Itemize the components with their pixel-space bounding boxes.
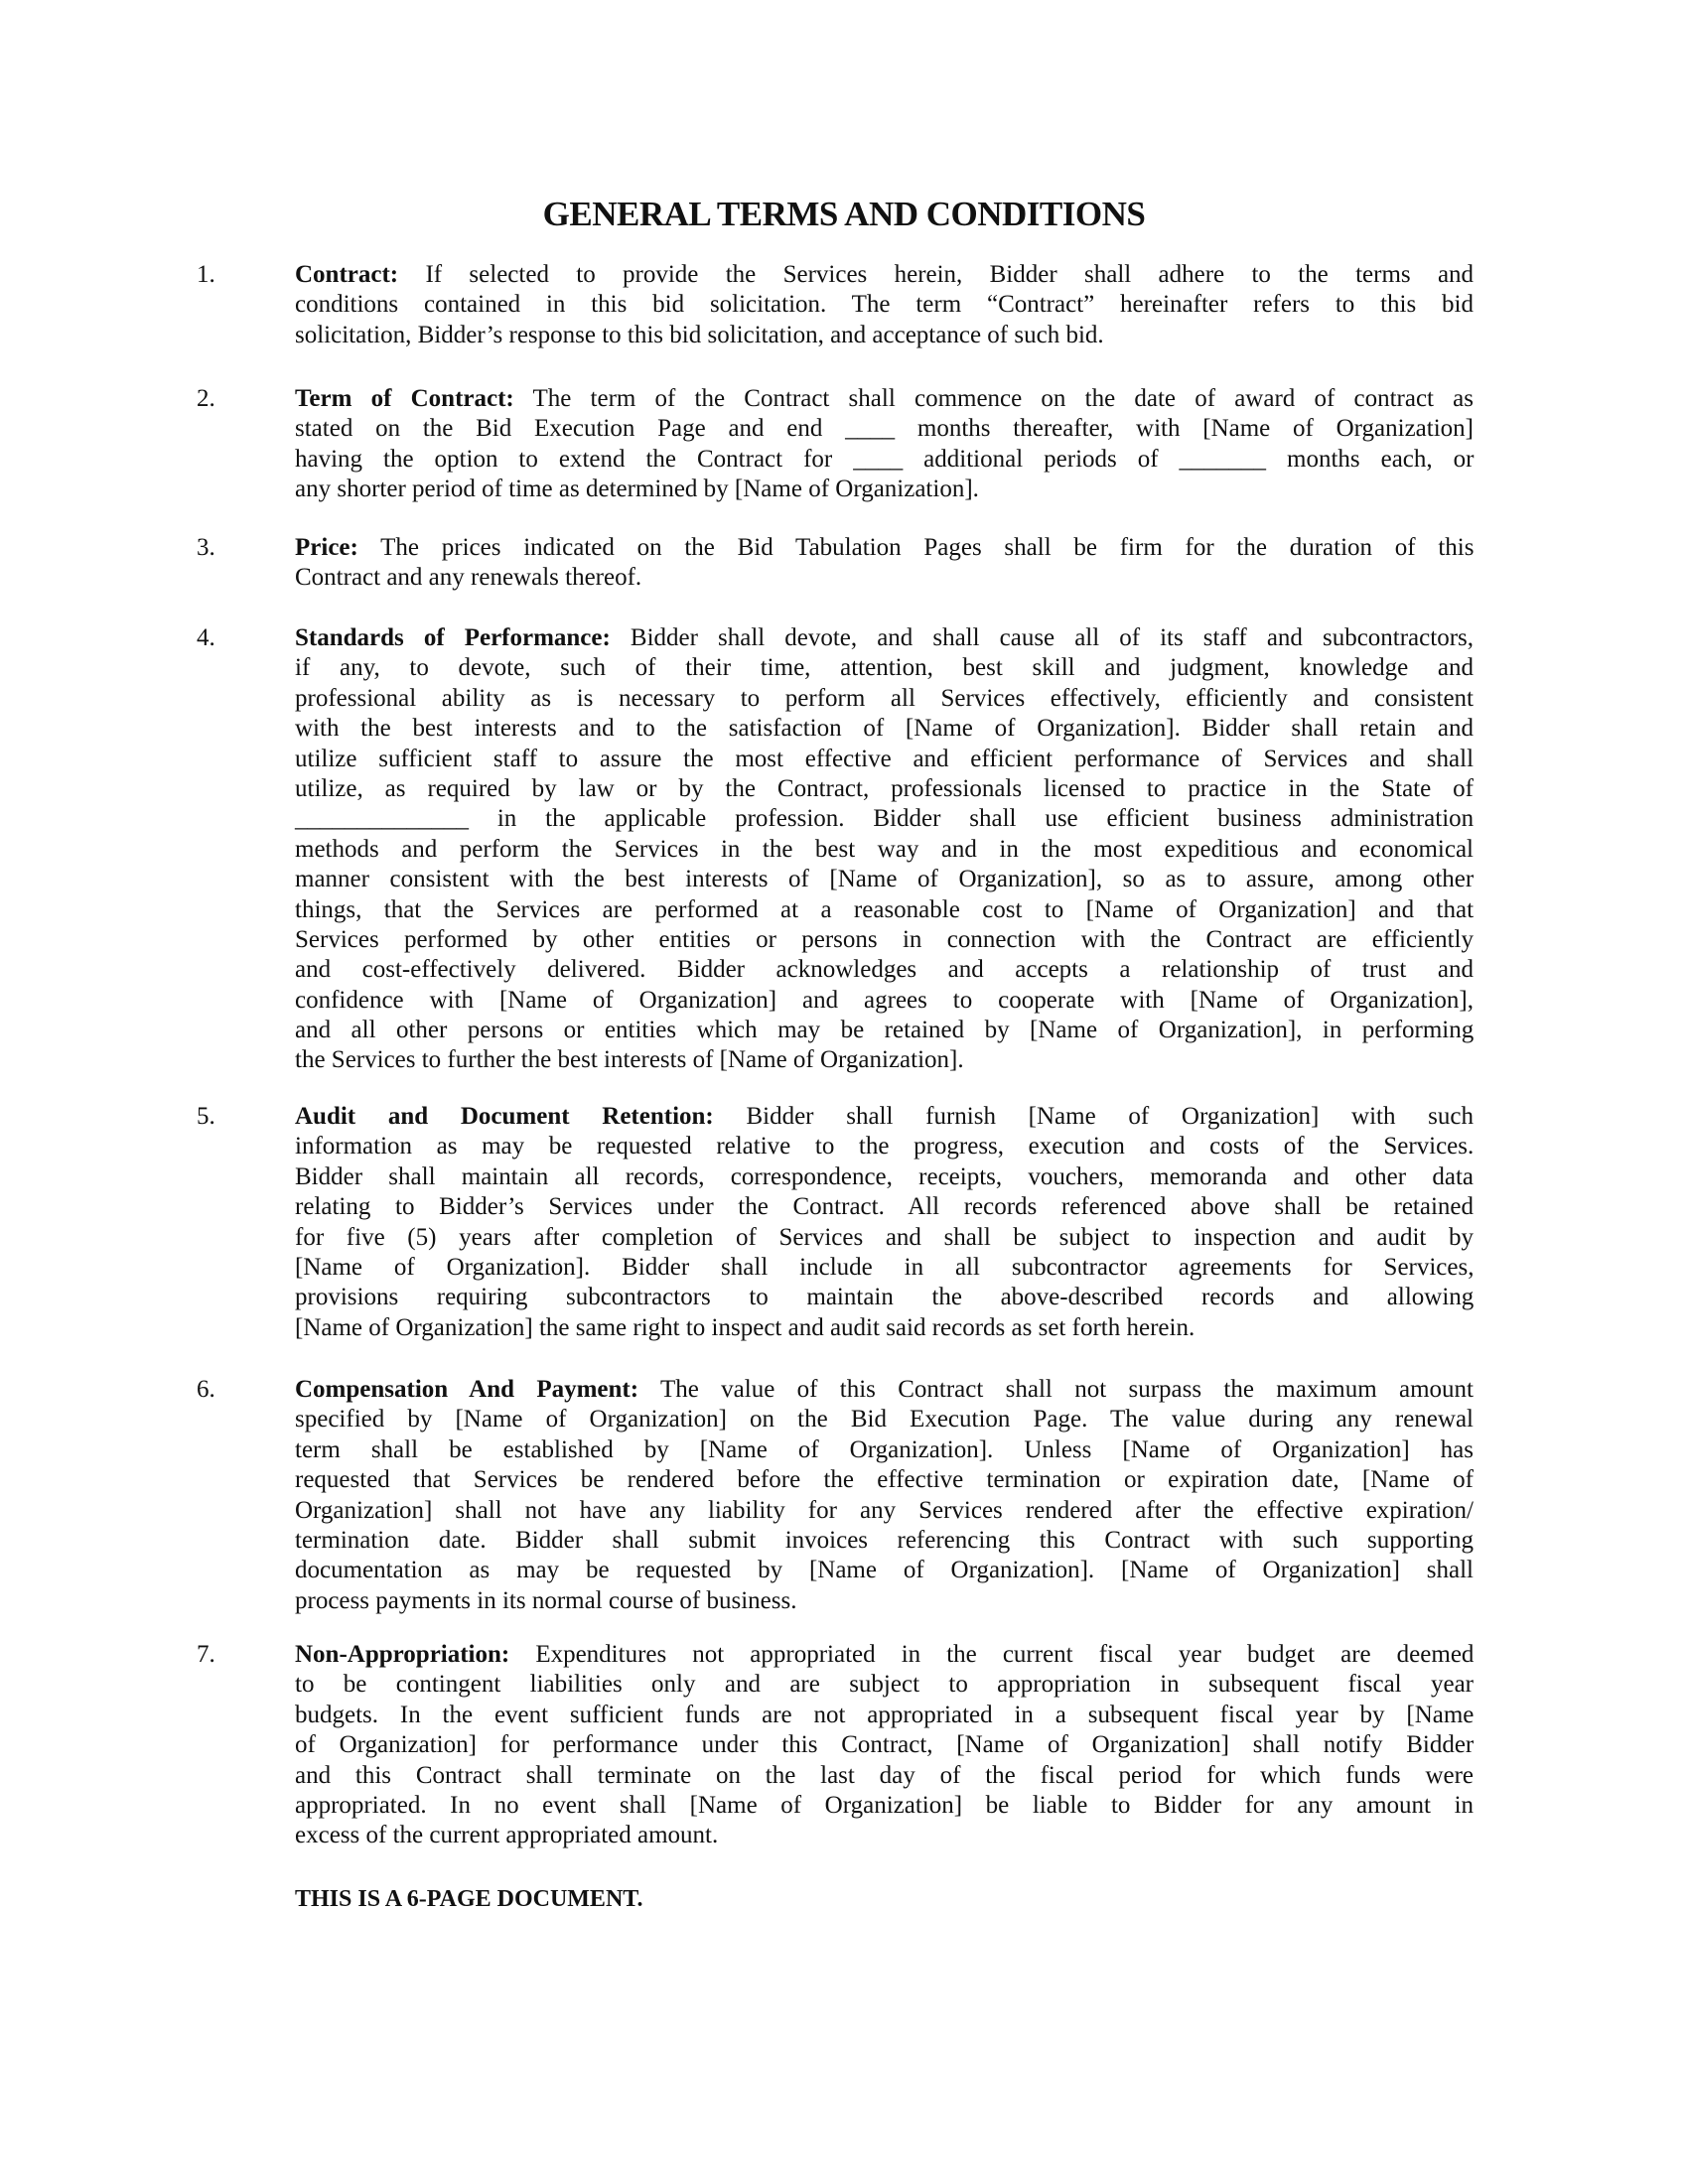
term-heading: Non-Appropriation: [295,1641,510,1668]
term-number: 6. [197,1376,215,1403]
term-line [295,1375,1474,1405]
term-line: Services performed by other entities or persons in connection with the Contract are efficiently [295,925,1474,953]
term-line: having the option to extend the Contract for ____ additional periods of _______ months each, or [295,445,1475,473]
term-line: Organization] shall not have any liability for any Services rendered after the effective expiration/ [295,1496,1474,1524]
term-line: excess of the current appropriated amount. [295,1822,719,1849]
term-line: the Services to further the best interests of [Name of Organization]. [295,1046,964,1074]
page-title: GENERAL TERMS AND CONDITIONS [542,195,1146,233]
term-line: and all other persons or entities which may be retained by [Name of Organization], in performing [295,1017,1475,1044]
term-text: Expenditures not appropriated in the current fiscal year budget are deemed [509,1641,1475,1668]
term-line: with the best interests and to the satisfaction of [Name of Organization]. Bidder shall retain and [295,715,1474,743]
term-line: requested that Services be rendered before the effective termination or expiration date, [Name of [295,1466,1474,1494]
term-line: term shall be established by [Name of Organization]. Unless [Name of Organization] has [295,1435,1474,1463]
term-line: solicitation, Bidder’s response to this bid solicitation, and acceptance of such bid. [295,321,1104,348]
term-line: Contract and any renewals thereof. [295,564,642,592]
term-text: The prices indicated on the Bid Tabulation Pages shall be firm for the duration of this [357,534,1475,561]
term-line: professional ability as is necessary to perform all Services effectively, efficiently and consistent [295,684,1474,712]
term-text: Bidder shall furnish [Name of Organization] with such [713,1103,1474,1130]
term-line [295,533,1474,563]
term-heading: Audit and Document Retention: [295,1103,714,1130]
term-line [295,384,1474,414]
term-line: relating to Bidder’s Services under the Contract. All records referenced above shall be retained [295,1193,1474,1221]
term-line: ______________ in the applicable profession. Bidder shall use efficient business administration [295,805,1475,833]
term-line: [Name of Organization] the same right to inspect and audit said records as set forth herein. [295,1313,1196,1341]
term-body [295,1640,1474,1851]
term-line: to be contingent liabilities only and are subject to appropriation in subsequent fiscal year [295,1671,1474,1699]
page-count-note: THIS IS A 6-PAGE DOCUMENT. [295,1886,643,1912]
term-line: provisions requiring subcontractors to maintain the above-described records and allowing [295,1284,1475,1311]
term-line: and this Contract shall terminate on the last day of the fiscal period for which funds were [295,1761,1475,1789]
term-number: 1. [197,261,215,288]
term-number: 4. [197,624,215,651]
term-line: budgets. In the event sufficient funds are not appropriated in a subsequent fiscal year by [Name [295,1701,1475,1728]
term-heading: Compensation And Payment: [295,1376,639,1403]
term-line: documentation as may be requested by [Name of Organization]. [Name of Organization] shall [295,1557,1474,1584]
term-heading: Standards of Performance: [295,624,611,651]
term-heading: Contract: [295,261,399,288]
term-text: If selected to provide the Services herein, Bidder shall adhere to the terms and [398,261,1475,288]
term-heading: Term of Contract: [295,385,514,412]
term-line: utilize sufficient staff to assure the most effective and efficient performance of Services and shall [295,745,1475,772]
term-text: The term of the Contract shall commence on the date of award of contract as [513,385,1475,412]
term-number: 5. [197,1103,215,1130]
term-number: 3. [197,534,215,561]
term-line: confidence with [Name of Organization] and agrees to cooperate with [Name of Organization], [295,986,1474,1014]
term-text: Bidder shall devote, and shall cause all of its staff and subcontractors, [610,624,1475,651]
term-line: information as may be requested relative to the progress, execution and costs of the Services. [295,1133,1475,1160]
term-line [295,1640,1474,1670]
term-line [295,623,1474,653]
term-line: utilize, as required by law or by the Contract, professionals licensed to practice in the State of [295,774,1474,802]
term-heading: Price: [295,534,358,561]
term-line: methods and perform the Services in the best way and in the most expeditious and economical [295,835,1474,863]
term-text: The value of this Contract shall not surpass the maximum amount [638,1376,1474,1403]
term-line: specified by [Name of Organization] on the Bid Execution Page. The value during any renewal [295,1406,1474,1433]
term-line: if any, to devote, such of their time, attention, best skill and judgment, knowledge and [295,654,1474,682]
term-line: conditions contained in this bid solicitation. The term “Contract” hereinafter refers to this bid [295,291,1474,319]
term-line: and cost-effectively delivered. Bidder acknowledges and accepts a relationship of trust and [295,956,1474,984]
term-line: stated on the Bid Execution Page and end ____ months thereafter, with [Name of Organization] [295,415,1474,443]
term-line: for five (5) years after completion of Services and shall be subject to inspection and audit by [295,1223,1474,1251]
term-line: things, that the Services are performed at a reasonable cost to [Name of Organization] and that [295,895,1475,923]
term-line: process payments in its normal course of business. [295,1586,797,1614]
term-line: of Organization] for performance under this Contract, [Name of Organization] shall notify Bidder [295,1731,1475,1759]
term-body [295,1375,1474,1616]
term-body [295,260,1474,350]
term-number: 2. [197,385,215,412]
term-body [295,1102,1474,1343]
term-line: Bidder shall maintain all records, correspondence, receipts, vouchers, memoranda and other data [295,1162,1474,1190]
term-body [295,623,1474,1076]
term-line [295,260,1474,290]
term-line: any shorter period of time as determined by [Name of Organization]. [295,476,979,503]
term-line: appropriated. In no event shall [Name of Organization] be liable to Bidder for any amount in [295,1791,1475,1819]
term-body [295,384,1474,505]
term-body [295,533,1474,594]
term-line: manner consistent with the best interests of [Name of Organization], so as to assure, among other [295,866,1475,893]
term-line [295,1102,1474,1132]
term-line: [Name of Organization]. Bidder shall include in all subcontractor agreements for Services, [295,1253,1475,1281]
term-number: 7. [197,1641,215,1668]
term-line: termination date. Bidder shall submit invoices referencing this Contract with such supporting [295,1526,1474,1554]
